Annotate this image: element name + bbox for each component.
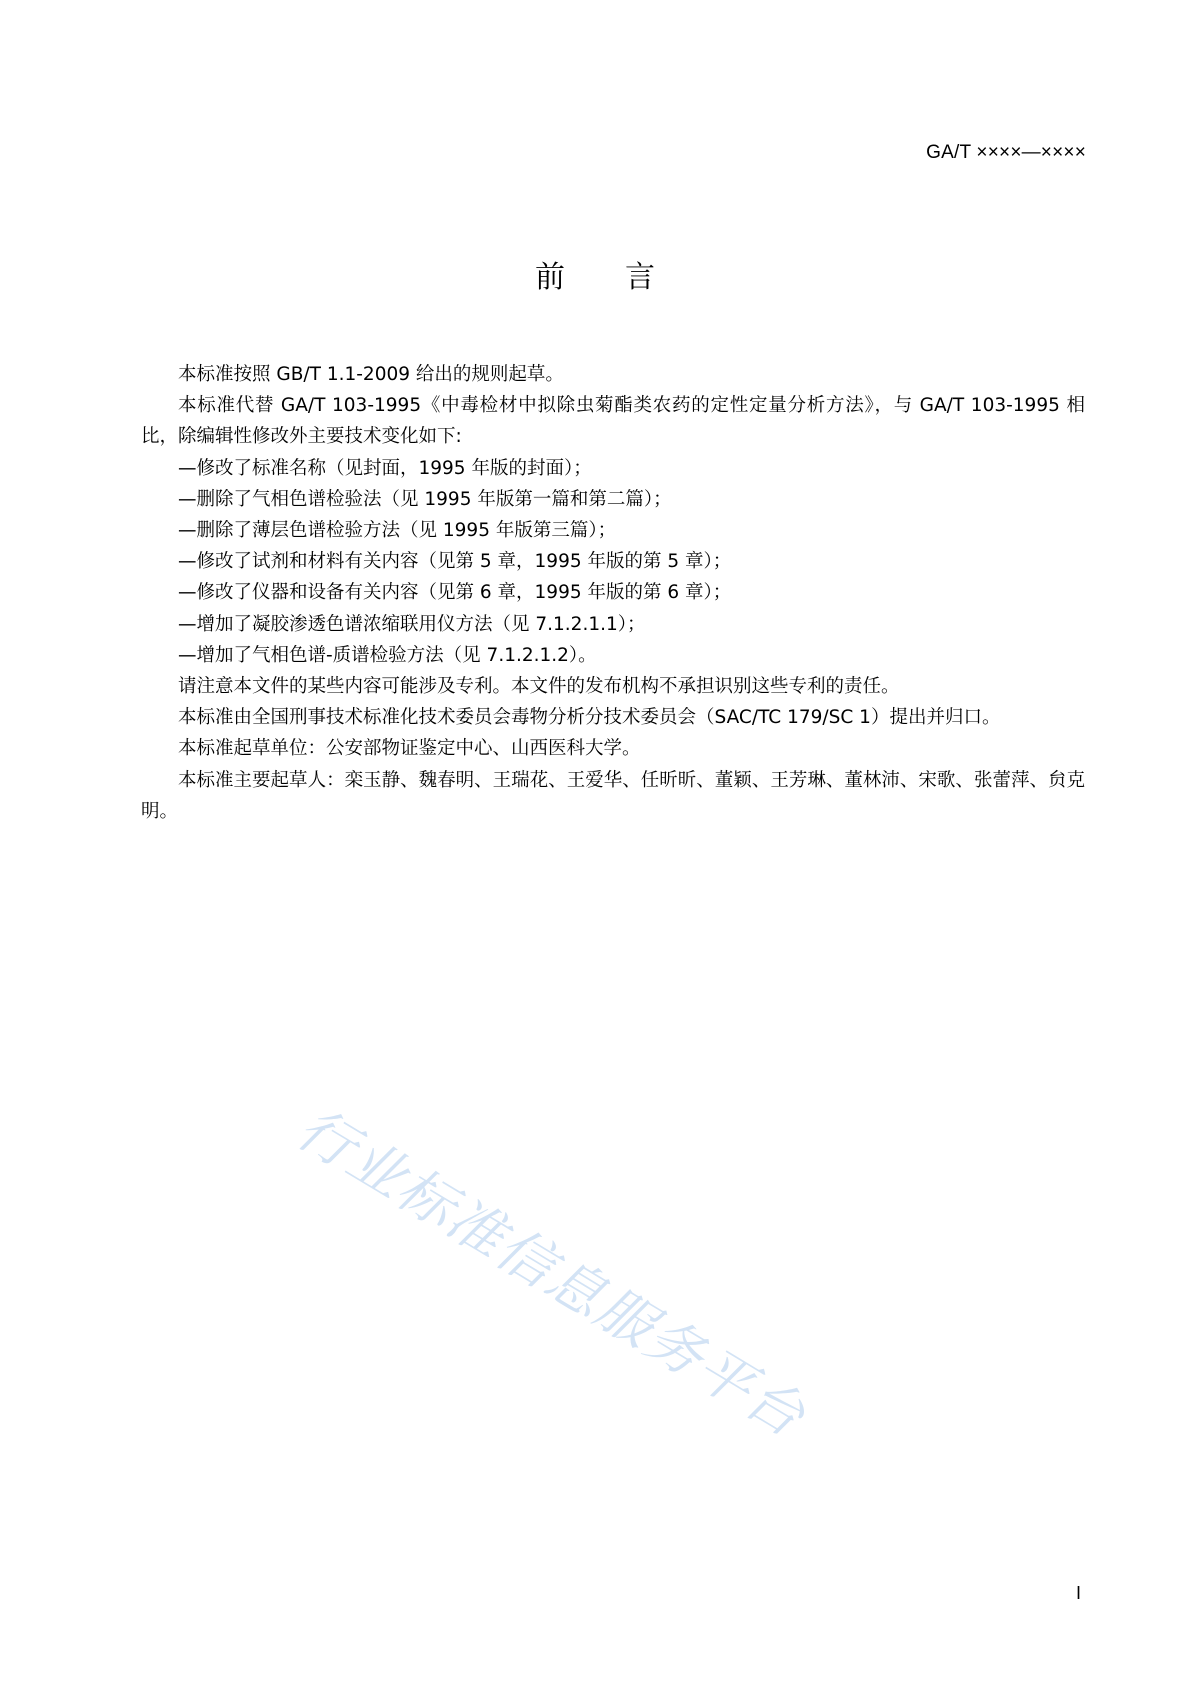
list-item: —增加了气相色谱-质谱检验方法（见 7.1.2.1.2）。 bbox=[178, 644, 597, 666]
paragraph-proposer: 本标准由全国刑事技术标准化技术委员会毒物分析分技术委员会（SAC/TC 179/SC 1）提出并归口。 bbox=[178, 707, 1001, 729]
paragraph-patent-notice: 请注意本文件的某些内容可能涉及专利。本文件的发布机构不承担识别这些专利的责任。 bbox=[178, 676, 900, 698]
list-item: —增加了凝胶渗透色谱浓缩联用仪方法（见 7.1.2.1.1）； bbox=[178, 613, 646, 635]
list-item: —修改了试剂和材料有关内容（见第 5 章，1995 年版的第 5 章）； bbox=[178, 551, 732, 573]
watermark: 行业标准信息服务平台 bbox=[285, 1095, 817, 1451]
list-item: —修改了标准名称（见封面，1995 年版的封面）； bbox=[178, 457, 592, 479]
paragraph-drafting-units: 本标准起草单位：公安部物证鉴定中心、山西医科大学。 bbox=[178, 738, 641, 760]
page-number: I bbox=[1075, 1583, 1081, 1603]
list-item: —删除了薄层色谱检验方法（见 1995 年版第三篇）； bbox=[178, 520, 617, 542]
paragraph-replacement: 本标准代替 GA/T 103-1995《中毒检材中拟除虫菊酯类农药的定性定量分析方法》，与 GA/T 103-1995 相比，除编辑性修改外主要技术变化如下: bbox=[141, 395, 1085, 448]
paragraph-drafting-rules: 本标准按照 GB/T 1.1-2009 给出的规则起草。 bbox=[178, 364, 564, 385]
list-item: —修改了仪器和设备有关内容（见第 6 章，1995 年版的第 6 章）； bbox=[178, 582, 732, 604]
list-item: —删除了气相色谱检验法（见 1995 年版第一篇和第二篇）； bbox=[178, 488, 672, 510]
foreword-body bbox=[141, 359, 1085, 827]
page-title: 前言 bbox=[535, 260, 715, 295]
paragraph-drafters: 本标准主要起草人：栾玉静、魏春明、王瑞花、王爱华、任昕昕、董颖、王芳琳、董林沛、宋歌、张蕾萍、贠克明。 bbox=[141, 769, 1085, 822]
document-code: GA/T ××××—×××× bbox=[926, 142, 1086, 163]
